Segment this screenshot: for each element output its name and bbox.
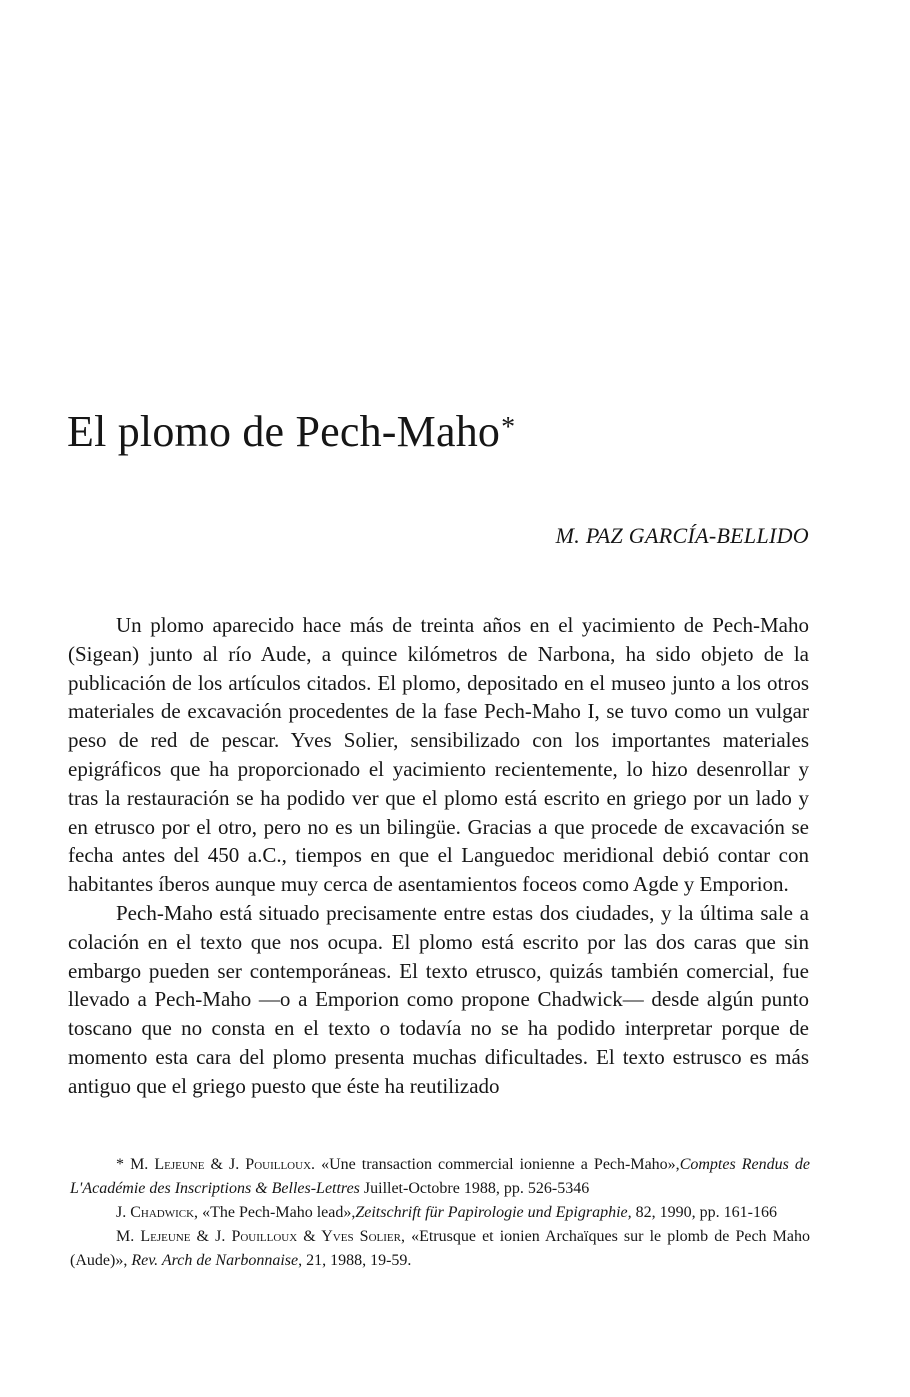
footnote-article-title: «Etrusque et ionien Archaïques sur le plomb de Pech Maho (Aude)», [70, 1228, 810, 1269]
paragraph: Un plomo aparecido hace más de treinta años en el yacimiento de Pech-Maho (Sigean) junto al río Aude, a quince kilómetros de Narbona, ha sido objeto de la publicación de los artículos citados. El plomo, depositado en el museo junto a los otros materiales de excavación procedentes de la fase Pech-Maho I, se tuvo como un vulgar peso de red de pescar. Yves Solier, sensibilizado con los importantes materiales epigráficos que ha proporcionado el yacimiento recientemente, lo hizo desenrollar y tras la restauración se ha podido ver que el plomo está escrito en griego por un lado y en etrusco por el otro, pero no es un bilingüe. Gracias a que procede de excavación se fecha antes del 450 a.C., tiempos en que el Languedoc meridional debió contar con habitantes íberos aunque muy cerca de asentamientos foceos como Agde y Emporion. [68, 613, 809, 897]
footnote-article-title: «Une transaction commercial ionienne a Pech-Maho», [315, 1156, 680, 1173]
footnote-details: 82, 1990, pp. 161-166 [631, 1204, 777, 1221]
footnote-authors: M. Lejeune & J. Pouilloux. [130, 1156, 316, 1173]
footnote-article-title: «The Pech-Maho lead», [198, 1204, 356, 1221]
footnote-journal: Rev. Arch de Narbonnaise [131, 1252, 299, 1269]
article-body [68, 611, 809, 1101]
author-name: M. PAZ GARCÍA-BELLIDO [555, 523, 809, 548]
article-title [67, 402, 515, 462]
article-title-text: El plomo de Pech-Maho [67, 407, 501, 456]
footnote-mark: * [116, 1156, 124, 1173]
footnotes [70, 1153, 810, 1273]
footnote [70, 1153, 810, 1201]
footnote [70, 1225, 810, 1273]
footnote-authors: J. Chadwick, [116, 1204, 199, 1221]
footnote [70, 1201, 810, 1225]
footnote-journal: Comptes Rendus de L'Académie des Inscriptions & Belles-Lettres [70, 1156, 811, 1197]
footnote-journal: Zeitschrift für Papirologie und Epigraphie, [355, 1204, 632, 1221]
paragraph: Pech-Maho está situado precisamente entre estas dos ciudades, y la última sale a colación en el texto que nos ocupa. El plomo está escrito por las dos caras que sin embargo pueden ser contemporáneas. El texto etrusco, quizás también comercial, fue llevado a Pech-Maho —o a Emporion como propone Chadwick— desde algún punto toscano que no consta en el texto o todavía no se ha podido interpretar porque de momento esta cara del plomo presenta muchas dificultades. El texto estrusco es más antiguo que el griego puesto que éste ha reutilizado [68, 900, 809, 1098]
footnote-details: , 21, 1988, 19-59. [298, 1252, 412, 1269]
footnote-authors: M. Lejeune & J. Pouilloux & Yves Solier, [116, 1228, 405, 1245]
title-footnote-mark: * [501, 412, 516, 443]
footnote-details: Juillet-Octobre 1988, pp. 526-5346 [359, 1180, 590, 1197]
